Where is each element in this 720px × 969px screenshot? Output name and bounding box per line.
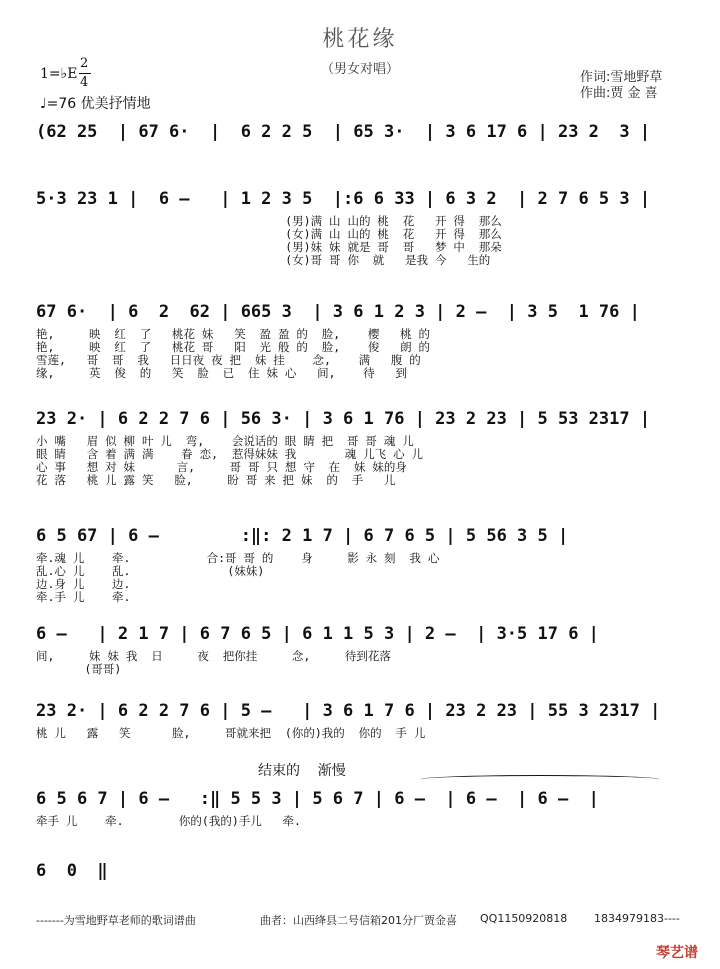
notes-line: 67 6· | 6 2 62 | 665 3 | 3 6 1 2 3 | 2 – | 3 5 1 76 | <box>36 302 640 322</box>
staff-1 <box>0 118 720 158</box>
tempo-marking: ♩=76 优美抒情地 <box>40 96 151 112</box>
composer-credit: 作曲:贾 金 喜 <box>580 86 658 101</box>
lyricist-credit: 作词:雪地野草 <box>580 70 663 85</box>
lyric-line: 边.身 儿 边. <box>36 577 131 591</box>
lyric-line: 雪莲, 哥 哥 我 日日夜 夜 把 妹 挂 念, 满 腹 的 <box>36 353 421 367</box>
notes-line: 6 – | 2 1 7 | 6 7 6 5 | 6 1 1 5 3 | 2 – | 3·5 17 6 | <box>36 624 599 644</box>
footer-phone: 1834979183---- <box>594 912 680 925</box>
meter-line <box>79 73 91 74</box>
notes-line: 6 5 6 7 | 6 – :‖ 5 5 3 | 5 6 7 | 6 – | 6 – | 6 – | <box>36 789 599 809</box>
lyric-line: 牵.手 儿 牵. <box>36 590 131 604</box>
staff-8 <box>0 785 720 835</box>
lyric-line: 乱.心 儿 乱. (妹妹) <box>36 564 265 578</box>
staff-3 <box>0 298 720 378</box>
staff-2 <box>0 185 720 265</box>
site-logo: 琴艺谱 <box>656 945 698 961</box>
notes-line: 6 5 67 | 6 – :‖: 2 1 7 | 6 7 6 5 | 5 56 3 5 | <box>36 526 569 546</box>
footer-qq: QQ1150920818 <box>480 912 568 925</box>
staff-9 <box>0 857 720 887</box>
notes-line: 23 2· | 6 2 2 7 6 | 5 – | 3 6 1 7 6 | 23 2 23 | 55 3 2317 | <box>36 701 661 721</box>
footer-author: 曲者：山西绛县二号信箱201分厂贾金喜 <box>260 914 457 927</box>
key-signature: 1=♭E <box>40 66 78 82</box>
lyric-line: 心 事 想 对 妹 言, 哥 哥 只 想 守 在 妹 妹的身 <box>36 460 407 474</box>
lyric-line: 艳, 映 红 了 桃花 哥 阳 光 般 的 脸, 俊 朗 的 <box>36 340 431 354</box>
lyric-line: (男)满 山 山的 桃 花 开 得 那么 <box>36 214 502 228</box>
lyric-line: 间, 妹 妹 我 日 夜 把你挂 念, 待到花落 <box>36 649 391 663</box>
lyric-line: 花 落 桃 儿 露 笑 脸, 盼 哥 来 把 妹 的 手 儿 <box>36 473 396 487</box>
notes-line: 23 2· | 6 2 2 7 6 | 56 3· | 3 6 1 76 | 23 2 23 | 5 53 2317 | <box>36 409 651 429</box>
notes-line: 6 0 ‖ <box>36 861 108 881</box>
staff-5 <box>0 522 720 602</box>
meter-top: 2 <box>80 56 89 71</box>
lyric-line: (女)哥 哥 你 就 是我 今 生的 <box>36 253 491 267</box>
song-title: 桃花缘 <box>322 27 398 52</box>
lyric-line: (男)妹 妹 就是 哥 哥 梦 中 那朵 <box>36 240 502 254</box>
lyric-line: 眼 睛 含 着 满 满 眷 恋, 惹得妹妹 我 魂 儿飞 心 儿 <box>36 447 424 461</box>
meter-bottom: 4 <box>80 75 89 90</box>
lyric-line: 小 嘴 眉 似 柳 叶 儿 弯, 会说话的 眼 睛 把 哥 哥 魂 儿 <box>36 434 414 448</box>
staff-4 <box>0 405 720 485</box>
lyric-line: (女)满 山 山的 桃 花 开 得 那么 <box>36 227 502 241</box>
notes-line: (62 25 | 67 6· | 6 2 2 5 | 65 3· | 3 6 17 6 | 23 2 3 | <box>36 122 651 142</box>
staff-7 <box>0 697 720 747</box>
lyric-line: 桃 儿 露 笑 脸, 哥就来把 (你的)我的 你的 手 儿 <box>36 726 426 740</box>
lyric-line: 牵.魂 儿 牵. 合:哥 哥 的 身 影 永 刻 我 心 <box>36 551 440 565</box>
notes-line: 5·3 23 1 | 6 – | 1 2 3 5 |:6 6 33 | 6 3 2 | 2 7 6 5 3 | <box>36 189 651 209</box>
staff-6 <box>0 620 720 680</box>
footer-dedication: -------为雪地野草老师的歌词谱曲 <box>36 914 196 927</box>
lyric-line: 牵手 儿 牵. 你的(我的)手儿 牵. <box>36 814 301 828</box>
lyric-line: (哥哥) <box>36 662 122 676</box>
ending-marking: 结束的 渐慢 <box>258 763 346 779</box>
phrase-slur <box>420 775 660 784</box>
lyric-line: 缘, 英 俊 的 笑 脸 已 住 妹 心 间, 待 到 <box>36 366 408 380</box>
lyric-line: 艳, 映 红 了 桃花 妹 笑 盈 盈 的 脸, 樱 桃 的 <box>36 327 431 341</box>
song-subtitle: （男女对唱） <box>320 62 399 77</box>
